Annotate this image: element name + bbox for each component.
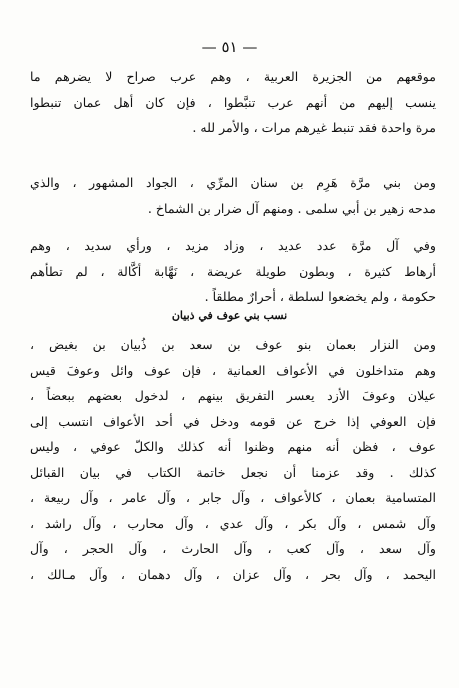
paragraph-line: المتسامية بعمان ، كالأعواف ، وآل جابر ، وآل عامر ، وآل ربيعة ، (30, 490, 436, 505)
paragraph-line: اليحمد ، وآل بحر ، وآل عزان ، وآل دهمان ، وآل مـالك ، (30, 566, 436, 582)
paragraph-line: حكومة ، ولم يخضعوا لسلطة ، أحرارٌ مطلقاً . (204, 289, 436, 304)
paragraph-line: عوف ، فظن أنه منهم وظنوا أنه كذلك والكلّ عوفي ، وليس (30, 439, 436, 454)
paragraph-line: عيلان وعوفَ الأزد يعسر التفريق بينهم ، لدخول بعضهم ببعضاً ، (30, 388, 436, 403)
paragraph-line: مرة واحدة فقد تنبط غيرهم مرات ، والأمر لله . (192, 120, 436, 135)
paragraph-line: موقعهم من الجزيرة العربية ، وهم عرب صراح لا يضرهم ما (30, 69, 436, 84)
paragraph-line: ومن النزار بعمان بنو عوف بن سعد بن ذُبيان بن بغيض ، (30, 337, 436, 352)
paragraph-bani-murra (30, 170, 436, 221)
paragraph-line: مدحه زهير بن أبي سلمى . ومنهم آل ضرار بن الشماخ . (147, 200, 436, 216)
paragraph-line: وآل شمس ، وآل بكر ، وآل عدي ، وآل محارب ، وآل راشد ، (30, 515, 436, 531)
paragraph-line: وهم متداخلون في الأعواف العمانية ، فإن عوف وائل وعوفَ قيس (30, 362, 436, 378)
paragraph-oman-arab-origins (30, 64, 436, 141)
paragraph-line: أرهاط كثيرة ، وبطون طويلة عريضة ، نَهَّابة أكَّالة ، لم تطأهم (30, 263, 436, 279)
paragraph-bani-awf (30, 332, 436, 587)
paragraph-line: وآل سعد ، وآل كعب ، وآل الحارث ، وآل الحجر ، وآل (30, 541, 436, 556)
paragraph-line: كذلك . وقد عزمنا أن نجعل خاتمة الكتاب في بيان القبائل (30, 464, 436, 480)
paragraph-line: ينسب إليهم من أنهم عرب تنبَّطوا ، فإن كان أهل عمان تنبطوا (30, 94, 436, 110)
paragraph-al-murra (30, 233, 436, 310)
section-heading: نسب بني عوف في ذبيان (171, 309, 288, 322)
paragraph-line: ومن بني مرَّة هَرِم بن سنان المرِّي ، الجواد المشهور ، والذي (30, 175, 436, 190)
paragraph-line: وفي آل مرَّة عدد عديد ، وزاد مزيد ، ورأي سديد ، وهم (30, 238, 436, 253)
page-number: — ٥١ — (201, 38, 258, 56)
paragraph-line: فإن العوفي إذا خرج عن قومه ودخل في أحد الأعواف انتسب إلى (30, 413, 436, 429)
